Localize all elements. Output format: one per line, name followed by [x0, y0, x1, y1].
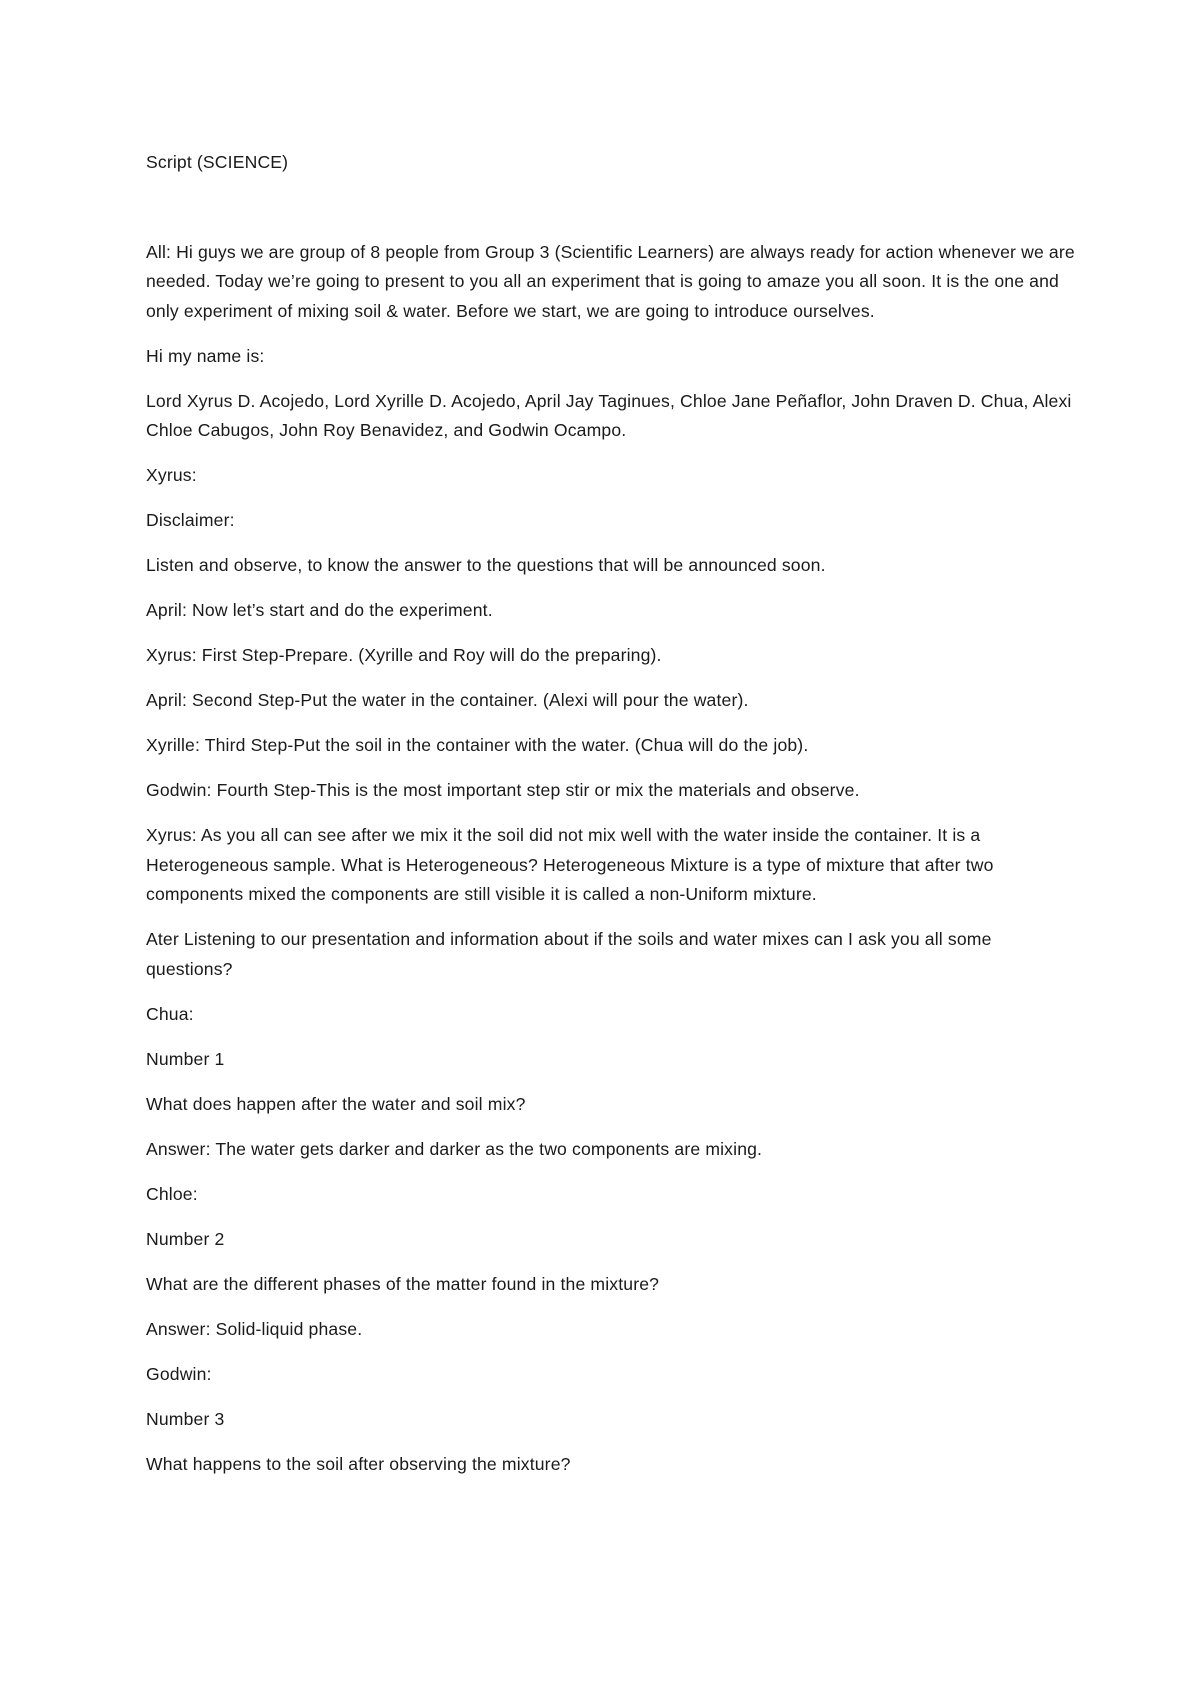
speaker-label: Chua:: [146, 1003, 194, 1024]
paragraph: Hi my name is:: [146, 345, 265, 366]
paragraph: Disclaimer:: [146, 510, 235, 530]
paragraph: Xyrus: First Step-Prepare. (Xyrille and Roy will do the preparing).: [146, 645, 662, 665]
question-number: Number 1: [146, 1048, 225, 1069]
question-text: What are the different phases of the matter found in the mixture?: [146, 1273, 660, 1294]
speaker-label: Godwin:: [146, 1363, 212, 1384]
paragraph: Listen and observe, to know the answer to the questions that will be announced soon.: [146, 555, 826, 575]
document-body: [146, 148, 1076, 1495]
question-number: Number 3: [146, 1408, 225, 1429]
paragraph: April: Second Step-Put the water in the container. (Alexi will pour the water).: [146, 690, 749, 710]
answer-text: Answer: The water gets darker and darker as the two components are mixing.: [146, 1138, 763, 1159]
question-number: Number 2: [146, 1228, 225, 1249]
paragraph-intro: All: Hi guys we are group of 8 people from Group 3 (Scientific Learners) are always ready for action whenever we are needed. Today we’re going to present to you all an experiment that is going to amaze you all soon. It is the one and only experiment of mixing soil & water. Before we start, we are going to introduce ourselves.: [146, 241, 1075, 321]
speaker-label: Chloe:: [146, 1183, 198, 1204]
paragraph: Godwin: Fourth Step-This is the most important step stir or mix the materials and observe.: [146, 780, 860, 800]
answer-text: Answer: Solid-liquid phase.: [146, 1318, 363, 1339]
paragraph-names: Lord Xyrus D. Acojedo, Lord Xyrille D. Acojedo, April Jay Taginues, Chloe Jane Peñaflor, John Draven D. Chua, Alexi Chloe Cabugos, John Roy Benavidez, and Godwin Ocampo.: [146, 390, 1072, 440]
paragraph-heterogeneous: Xyrus: As you all can see after we mix it the soil did not mix well with the water inside the container. It is a Heterogeneous sample. What is Heterogeneous? Heterogeneous Mixture is a type of mixture that after two components mixed the components are still visible it is called a non-Uniform mixture.: [146, 825, 994, 904]
paragraph: Xyrille: Third Step-Put the soil in the container with the water. (Chua will do the job).: [146, 735, 809, 755]
question-text: What does happen after the water and soil mix?: [146, 1093, 526, 1114]
speaker-label: Xyrus:: [146, 465, 197, 485]
question-text: What happens to the soil after observing the mixture?: [146, 1453, 571, 1474]
document-title: Script (SCIENCE): [146, 152, 289, 172]
paragraph: April: Now let’s start and do the experiment.: [146, 600, 493, 620]
paragraph: Ater Listening to our presentation and information about if the soils and water mixes can I ask you all some questions?: [146, 929, 992, 979]
